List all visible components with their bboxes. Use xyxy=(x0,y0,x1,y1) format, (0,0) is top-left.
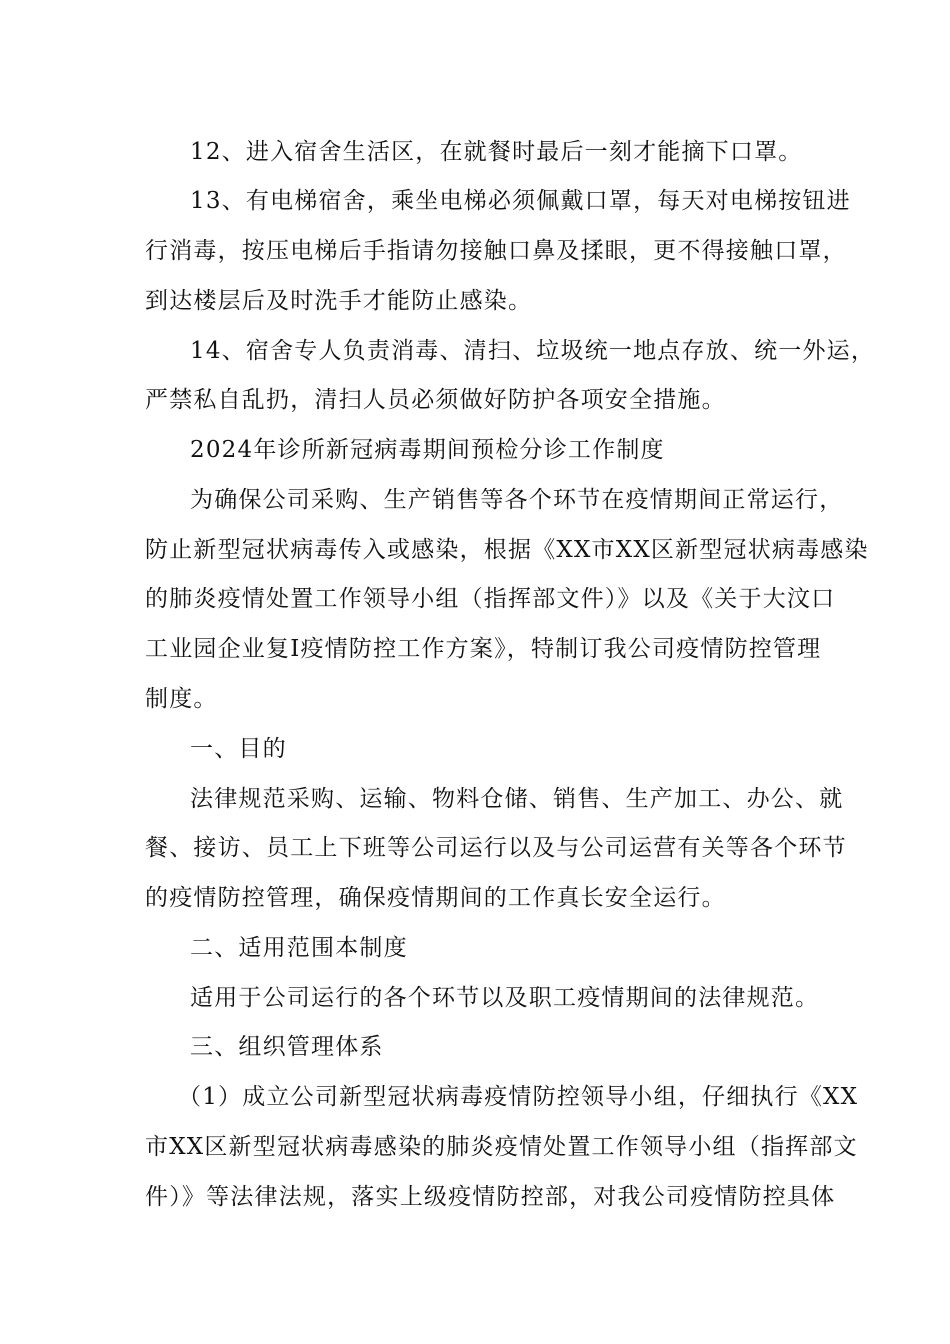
section-title: 2024年诊所新冠病毒期间预检分诊工作制度 xyxy=(190,437,665,463)
heading-organization: 三、组织管理体系 xyxy=(190,1034,384,1060)
heading-purpose: 一、目的 xyxy=(190,736,287,762)
intro-paragraph-line-3: 的肺炎疫情处置工作领导小组（指挥部文件）》以及《关于大汶口 xyxy=(145,586,836,612)
purpose-paragraph-line-3: 的疫情防控管理，确保疫情期间的工作真长安全运行。 xyxy=(145,885,726,911)
scope-paragraph: 适用于公司运行的各个环节以及职工疫情期间的法律规范。 xyxy=(190,985,820,1011)
purpose-paragraph-line-2: 餐、接访、员工上下班等公司运行以及与公司运营有关等各个环节 xyxy=(145,835,847,861)
paragraph-13-line-1: 13、有电梯宿舍，乘坐电梯必须佩戴口罩，每天对电梯按钮进 xyxy=(190,188,851,214)
intro-paragraph-line-5: 制度。 xyxy=(145,686,218,712)
paragraph-13-line-3: 到达楼层后及时洗手才能防止感染。 xyxy=(145,288,533,314)
organization-paragraph-line-3: 件）》等法律法规，落实上级疫情防控部，对我公司疫情防控具体 xyxy=(145,1184,836,1210)
purpose-paragraph-line-1: 法律规范采购、运输、物料仓储、销售、生产加工、办公、就 xyxy=(190,786,844,812)
paragraph-12-line-1: 12、进入宿舍生活区，在就餐时最后一刻才能摘下口罩。 xyxy=(190,139,803,165)
organization-paragraph-line-2: 市XX区新型冠状病毒感染的肺炎疫情处置工作领导小组（指挥部文 xyxy=(145,1134,858,1160)
heading-scope: 二、适用范围本制度 xyxy=(190,935,408,961)
intro-paragraph-line-4: 工业园企业复I疫情防控工作方案》，特制订我公司疫情防控管理 xyxy=(145,636,822,662)
intro-paragraph-line-1: 为确保公司采购、生产销售等各个环节在疫情期间正常运行， xyxy=(190,487,844,513)
organization-paragraph-line-1: （1）成立公司新型冠状病毒疫情防控领导小组，仔细执行《XX xyxy=(178,1084,859,1110)
paragraph-14-line-1: 14、宿舍专人负责消毒、清扫、垃圾统一地点存放、统一外运， xyxy=(190,338,876,364)
paragraph-14-line-2: 严禁私自乱扔，清扫人员必须做好防护各项安全措施。 xyxy=(145,387,726,413)
intro-paragraph-line-2: 防止新型冠状病毒传入或感染，根据《XX市XX区新型冠状病毒感染 xyxy=(145,537,869,563)
paragraph-13-line-2: 行消毒，按压电梯后手指请勿接触口鼻及揉眼，更不得接触口罩， xyxy=(145,238,847,264)
